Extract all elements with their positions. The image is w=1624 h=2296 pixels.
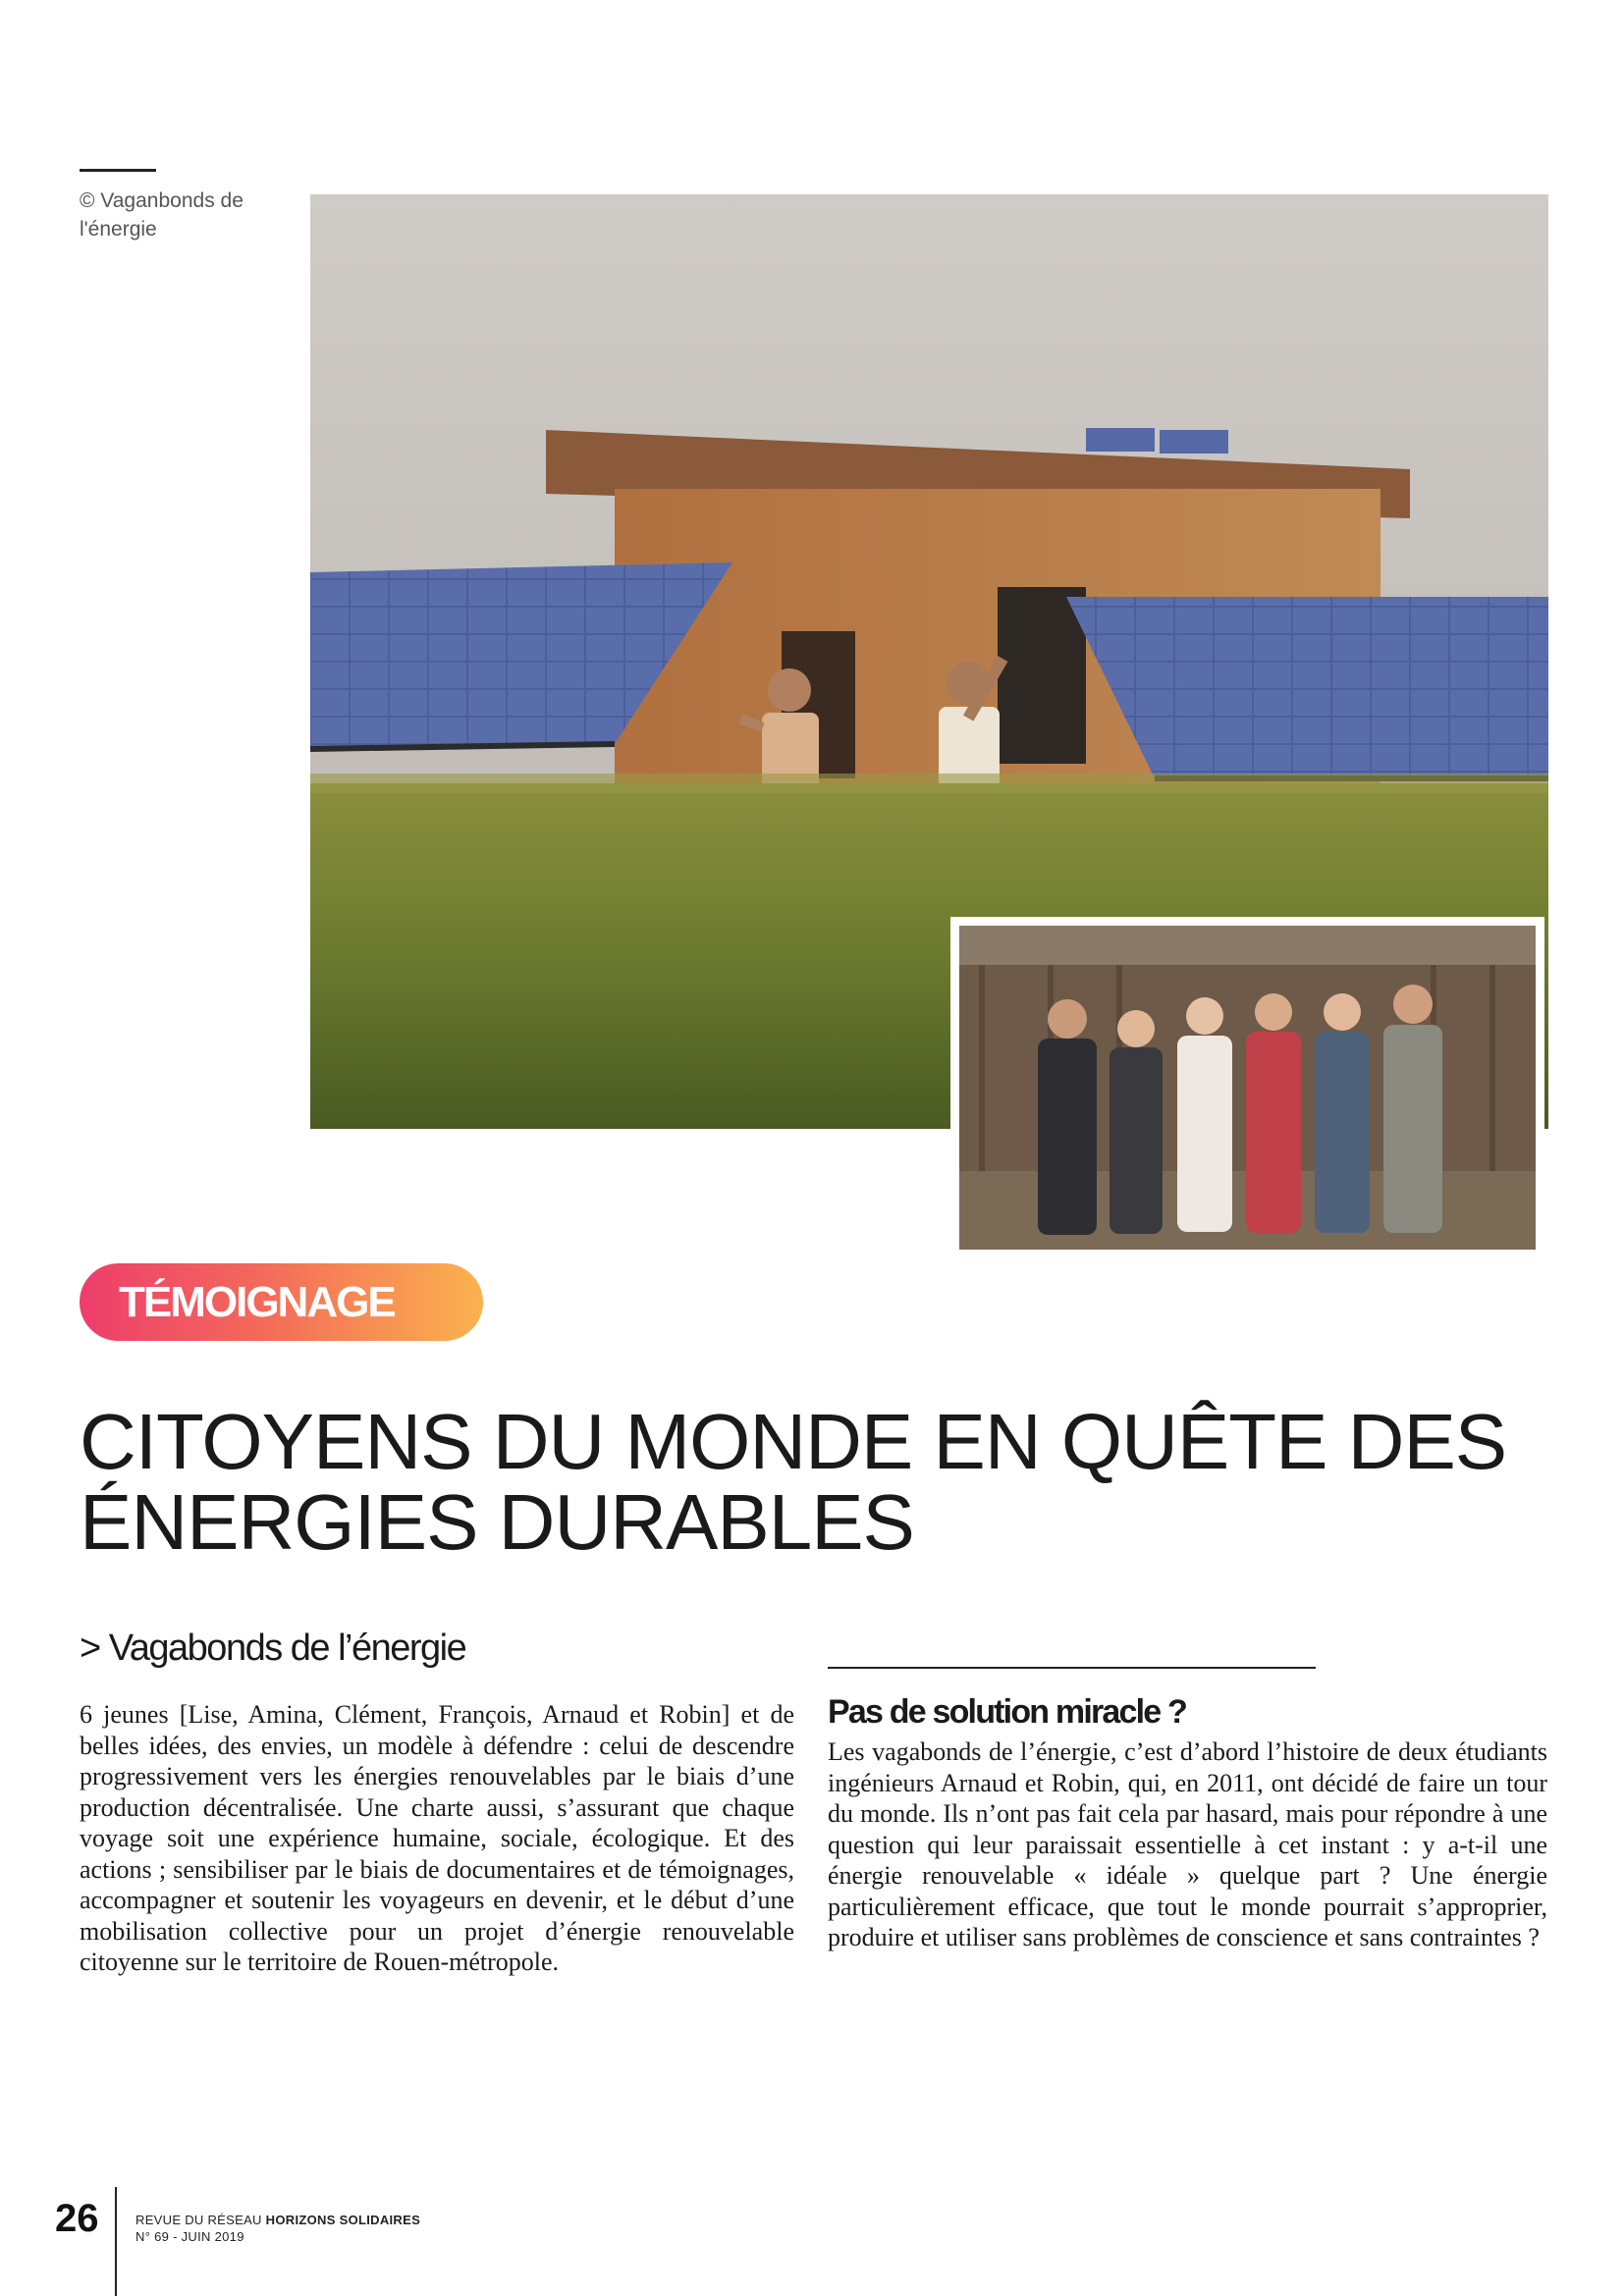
body-right-column: Les vagabonds de l’énergie, c’est d’abord l’histoire de deux étudiants ingénieurs Arnaud et Robin, qui, en 2011, ont décidé de faire un tour du monde. Ils n’ont pas fait cela par hasard, mais pour répondre à une question qui leur paraissait essentielle à cet instant : y a-t-il une énergie renouvelable « idéale » quelque part ? Une énergie particulièrement efficace, que tout le monde pourrait s’approprier, produire et utiliser sans problèmes de conscience et sans contraintes ? xyxy=(828,1737,1547,1951)
category-tag: TÉMOIGNAGE xyxy=(80,1263,483,1341)
page-number: 26 xyxy=(55,2197,99,2240)
photo-credit: © Vaganbonds de l'énergie xyxy=(80,189,244,240)
footer-publication-name: HORIZONS SOLIDAIRES xyxy=(265,2213,421,2227)
footer-publication xyxy=(135,2213,420,2228)
group-photo xyxy=(959,926,1536,1250)
body-left-column: 6 jeunes [Lise, Amina, Clément, François, Arnaud et Robin] et de belles idées, des envies, un modèle à défendre : celui de descendre progressivement vers les énergies renouvelables par le biais d’une production décentralisée. Une charte aussi, s’assurant que chaque voyage soit une expérience humaine, sociale, écologique. Et des actions ; sensibiliser par le biais de documentaires et de témoignages, accompagner et soutenir les voyageurs en devenir, et le début d’une mobilisation collective pour un projet d’énergie renouvelable citoyenne sur le territoire de Rouen-métropole. xyxy=(80,1700,794,1976)
article-title-line1: CITOYENS DU MONDE EN QUÊTE DES xyxy=(80,1398,1507,1485)
footer-rule xyxy=(115,2187,117,2296)
credit-rule xyxy=(80,169,156,172)
article-title xyxy=(80,1398,1552,1566)
footer-publication-prefix: REVUE DU RÉSEAU xyxy=(135,2213,266,2227)
footer-issue: N° 69 - JUIN 2019 xyxy=(135,2229,244,2244)
column-rule xyxy=(828,1667,1316,1669)
article-title-line2: ÉNERGIES DURABLES xyxy=(80,1478,914,1566)
article-subtitle: > Vagabonds de l’énergie xyxy=(80,1628,466,1669)
section-heading: Pas de solution miracle ? xyxy=(828,1693,1187,1731)
